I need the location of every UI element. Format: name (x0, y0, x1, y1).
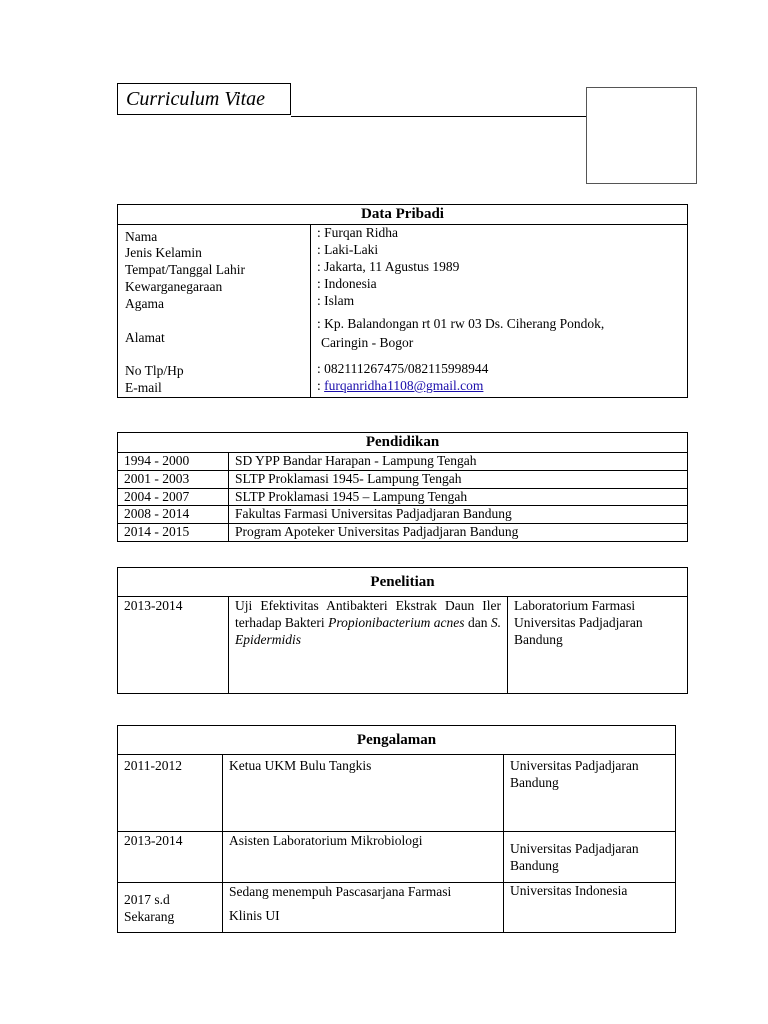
edu-period: 2001 - 2003 (118, 470, 229, 488)
exp-period: 2013-2014 (118, 832, 223, 883)
research-period: 2013-2014 (118, 597, 229, 694)
penelitian-table (117, 567, 688, 694)
pengalaman-heading: Pengalaman (118, 726, 676, 755)
edu-period: 2008 - 2014 (118, 506, 229, 524)
table-row (118, 470, 688, 488)
exp-activity-line-1: Sedang menempuh Pascasarjana Farmasi (229, 884, 452, 899)
edu-period: 1994 - 2000 (118, 452, 229, 470)
exp-place-line-2: Bandung (510, 774, 559, 790)
pendidikan-heading: Pendidikan (118, 433, 688, 453)
exp-place (504, 755, 676, 832)
exp-place (504, 832, 676, 883)
label-alamat: Alamat (125, 330, 165, 345)
value-ttl: : Jakarta, 11 Agustus 1989 (317, 259, 460, 274)
photo-placeholder (586, 87, 697, 184)
label-nama: Nama (125, 229, 158, 244)
research-title-italic-1: Propionibacterium acnes (328, 614, 465, 630)
exp-activity (223, 883, 504, 933)
value-telp: : 082111267475/082115998944 (317, 361, 489, 376)
value-jenis-kelamin: : Laki-Laki (317, 242, 379, 257)
exp-period-line-2: Sekarang (124, 908, 175, 924)
data-pribadi-heading: Data Pribadi (118, 205, 688, 225)
value-agama: : Islam (317, 293, 355, 308)
personal-labels (118, 225, 311, 398)
penelitian-heading: Penelitian (118, 568, 688, 597)
exp-activity-line-2: Klinis UI (229, 908, 280, 923)
data-pribadi-table (117, 204, 688, 398)
exp-place-line-1: Universitas Indonesia (510, 883, 628, 898)
value-email (317, 378, 681, 395)
edu-school: SD YPP Bandar Harapan - Lampung Tengah (229, 452, 688, 470)
email-link[interactable]: furqanridha1108@gmail.com (324, 378, 484, 393)
cv-title: Curriculum Vitae (117, 83, 291, 115)
edu-period: 2004 - 2007 (118, 488, 229, 506)
exp-place (504, 883, 676, 933)
exp-period (118, 883, 223, 933)
table-row (118, 488, 688, 506)
pengalaman-table (117, 725, 676, 933)
exp-period-line-1: 2017 s.d (124, 892, 170, 907)
value-alamat-1: : Kp. Balandongan rt 01 rw 03 Ds. Ciherang Pondok, (317, 316, 605, 331)
label-jenis-kelamin: Jenis Kelamin (125, 245, 202, 260)
value-alamat-2: Caringin - Bogor (321, 335, 414, 350)
exp-period: 2011-2012 (118, 755, 223, 832)
edu-period: 2014 - 2015 (118, 524, 229, 542)
exp-place-line-1: Universitas Padjadjaran (510, 758, 639, 773)
research-title-text: Uji Efektivitas Antibakteri Ekstrak Daun Iler terhadap Bakteri (235, 598, 501, 630)
email-prefix: : (317, 378, 325, 393)
pendidikan-table (117, 432, 688, 542)
table-row (118, 883, 676, 933)
table-row (118, 832, 676, 883)
edu-school: SLTP Proklamasi 1945 – Lampung Tengah (229, 488, 688, 506)
label-email: E-mail (125, 380, 162, 395)
personal-values (311, 225, 688, 398)
exp-activity: Ketua UKM Bulu Tangkis (223, 755, 504, 832)
table-row (118, 524, 688, 542)
table-row (118, 597, 688, 694)
table-row (118, 755, 676, 832)
label-ttl: Tempat/Tanggal Lahir (125, 262, 245, 277)
research-title-italic-2: S. Epidermidis (235, 614, 502, 647)
label-kewarganegaraan: Kewarganegaraan (125, 279, 223, 294)
edu-school: SLTP Proklamasi 1945- Lampung Tengah (229, 470, 688, 488)
value-nama: : Furqan Ridha (317, 225, 398, 240)
label-telp: No Tlp/Hp (125, 363, 184, 378)
edu-school: Fakultas Farmasi Universitas Padjadjaran Bandung (229, 506, 688, 524)
research-place: Laboratorium Farmasi Universitas Padjadjaran Bandung (508, 597, 688, 694)
exp-activity: Asisten Laboratorium Mikrobiologi (223, 832, 504, 883)
value-kewarganegaraan: : Indonesia (317, 276, 377, 291)
research-title-and: dan (464, 614, 491, 630)
label-agama: Agama (125, 296, 164, 311)
edu-school: Program Apoteker Universitas Padjadjaran Bandung (229, 524, 688, 542)
exp-place-line-2: Bandung (510, 857, 559, 873)
exp-place-line-1: Universitas Padjadjaran (510, 841, 639, 856)
table-row (118, 452, 688, 470)
table-row (118, 506, 688, 524)
title-underline (291, 116, 587, 117)
research-title (229, 597, 508, 694)
